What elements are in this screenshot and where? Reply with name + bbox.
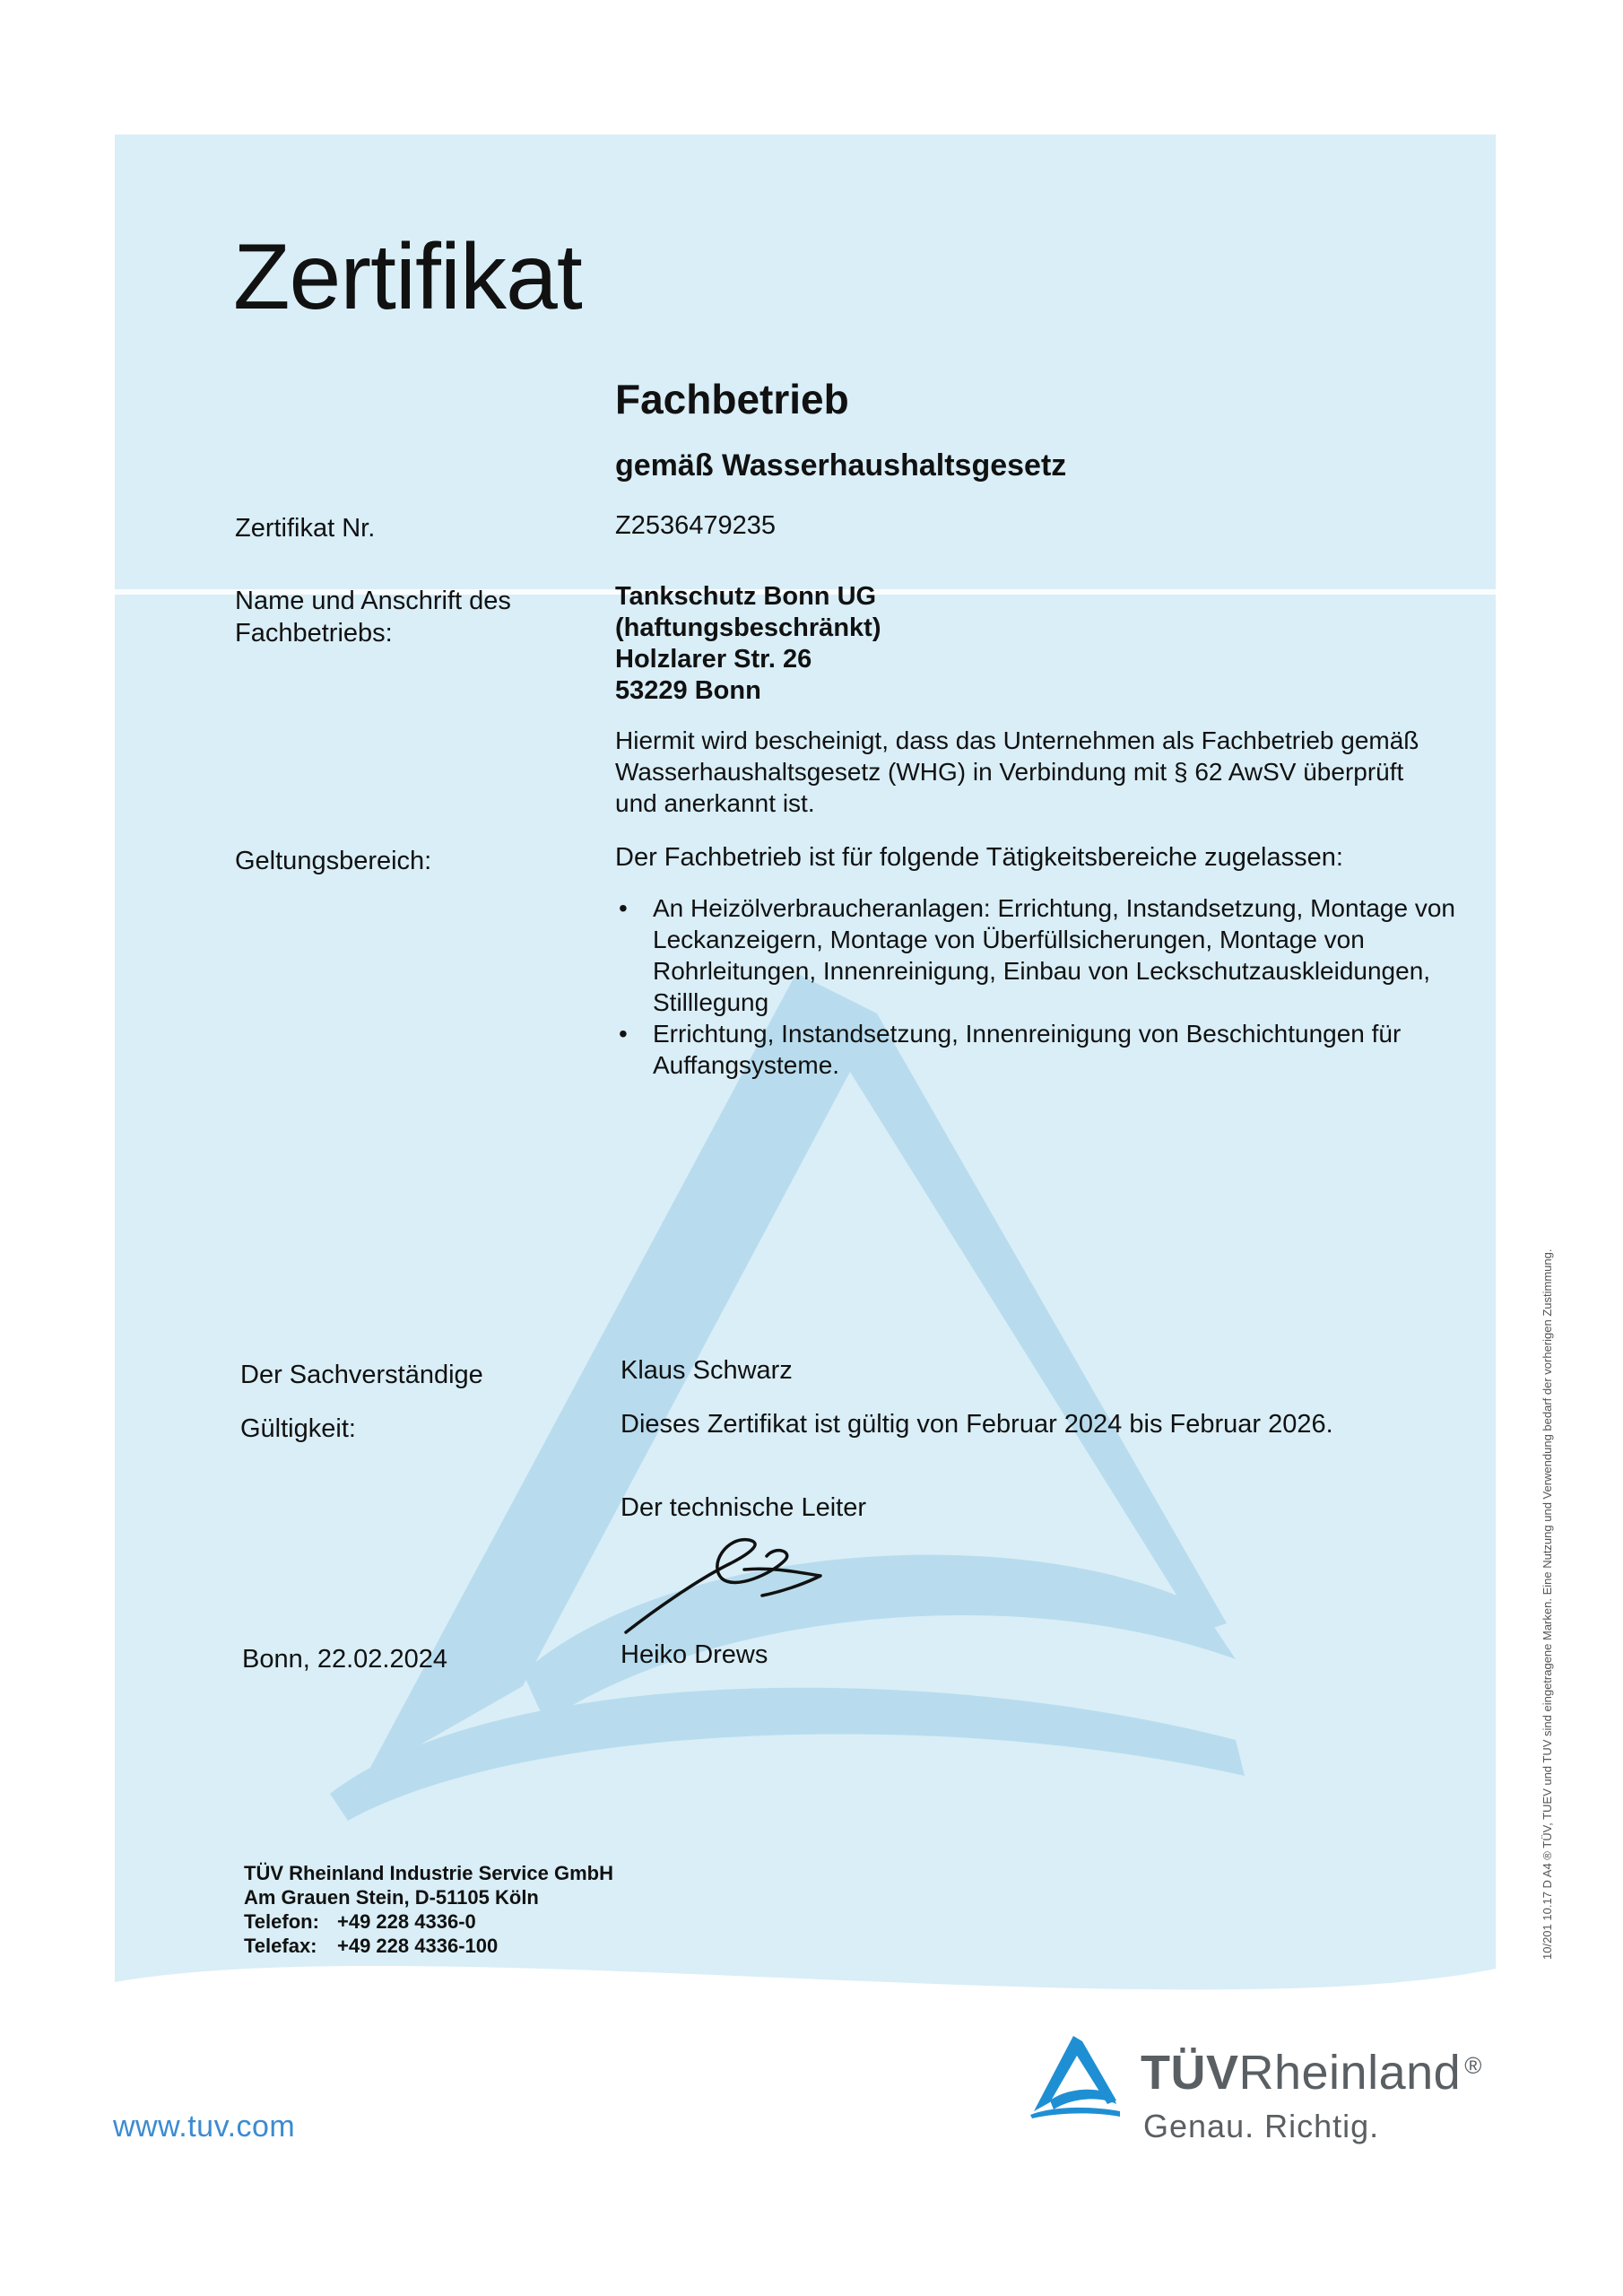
validity-text: Dieses Zertifikat ist gültig von Februar 2024 bis Februar 2026. bbox=[621, 1410, 1333, 1439]
certificate-number-label: Zertifikat Nr. bbox=[235, 514, 376, 543]
technical-leader-name: Heiko Drews bbox=[621, 1640, 768, 1669]
certification-statement: Hiermit wird bescheinigt, dass das Unternehmen als Fachbetrieb gemäß Wasserhaushaltsgesetz (WHG) in Verbindung mit § 62 AwSV überprüft und anerkannt ist. bbox=[615, 726, 1419, 817]
company-city: 53229 Bonn bbox=[615, 676, 761, 705]
place-and-date: Bonn, 22.02.2024 bbox=[242, 1645, 447, 1674]
company-label-line1: Name und Anschrift des bbox=[235, 587, 511, 615]
brand-slogan: Genau. Richtig. bbox=[1143, 2108, 1380, 2144]
fax-number: +49 228 4336-100 bbox=[337, 1935, 499, 1957]
tuv-triangle-logo-icon bbox=[1027, 2029, 1124, 2118]
brand-name-part1: TÜV bbox=[1141, 2046, 1239, 2100]
brand-name-part2: Rheinland bbox=[1238, 2046, 1462, 2100]
fax-label: Telefax: bbox=[244, 1935, 317, 1957]
side-legal-note: 10/201 10.17 D A4 ® TÜV, TUEV und TUV sind eingetragene Marken. Eine Nutzung und Verwendung bedarf der vorherigen Zustimmung. bbox=[1541, 1248, 1554, 1960]
company-street: Holzlarer Str. 26 bbox=[615, 645, 812, 674]
scope-item-text: An Heizölverbraucheranlagen: Errichtung, Instandsetzung, Montage von Leckanzeigern, Montage von Überfüllsicherungen, Montage von Rohrleitungen, Innenreinigung, Einbau von Leckschutzauskleidungen, Stilllegung bbox=[653, 894, 1455, 1016]
company-label-line2: Fachbetriebs: bbox=[235, 619, 393, 648]
list-item bbox=[615, 892, 1458, 1018]
list-item bbox=[615, 1018, 1458, 1081]
technical-leader-label: Der technische Leiter bbox=[621, 1493, 867, 1522]
expert-label: Der Sachverständige bbox=[240, 1361, 483, 1389]
registered-mark-icon: ® bbox=[1464, 2052, 1482, 2079]
issuer-name: TÜV Rheinland Industrie Service GmbH bbox=[244, 1862, 613, 1884]
website-link[interactable]: www.tuv.com bbox=[113, 2109, 296, 2144]
company-address bbox=[615, 581, 881, 707]
bullet-icon: • bbox=[619, 894, 628, 922]
certificate-title: Zertifikat bbox=[233, 225, 582, 329]
expert-name: Klaus Schwarz bbox=[621, 1356, 793, 1385]
certificate-heading: Fachbetrieb bbox=[615, 376, 849, 422]
issuer-address: Am Grauen Stein, D-51105 Köln bbox=[244, 1886, 539, 1909]
certificate-number: Z2536479235 bbox=[615, 511, 776, 540]
company-name-line1: Tankschutz Bonn UG bbox=[615, 582, 877, 611]
issuer-fax-row bbox=[244, 1934, 613, 1958]
brand-name bbox=[1141, 2045, 1482, 2100]
issuer-block bbox=[244, 1861, 613, 1958]
scope-list bbox=[615, 892, 1458, 1081]
issuer-phone-row bbox=[244, 1909, 613, 1934]
scope-label: Geltungsbereich: bbox=[235, 847, 432, 875]
phone-label: Telefon: bbox=[244, 1910, 319, 1933]
company-label bbox=[235, 585, 511, 649]
bullet-icon: • bbox=[619, 1020, 628, 1048]
phone-number: +49 228 4336-0 bbox=[337, 1910, 476, 1933]
validity-label: Gültigkeit: bbox=[240, 1414, 356, 1443]
company-name-line2: (haftungsbeschränkt) bbox=[615, 613, 881, 642]
scope-intro: Der Fachbetrieb ist für folgende Tätigkeitsbereiche zugelassen: bbox=[615, 843, 1343, 872]
certificate-subheading: gemäß Wasserhaushaltsgesetz bbox=[615, 448, 1067, 483]
signature-icon bbox=[619, 1529, 834, 1641]
scope-item-text: Errichtung, Instandsetzung, Innenreinigung von Beschichtungen für Auffangsysteme. bbox=[653, 1020, 1402, 1079]
